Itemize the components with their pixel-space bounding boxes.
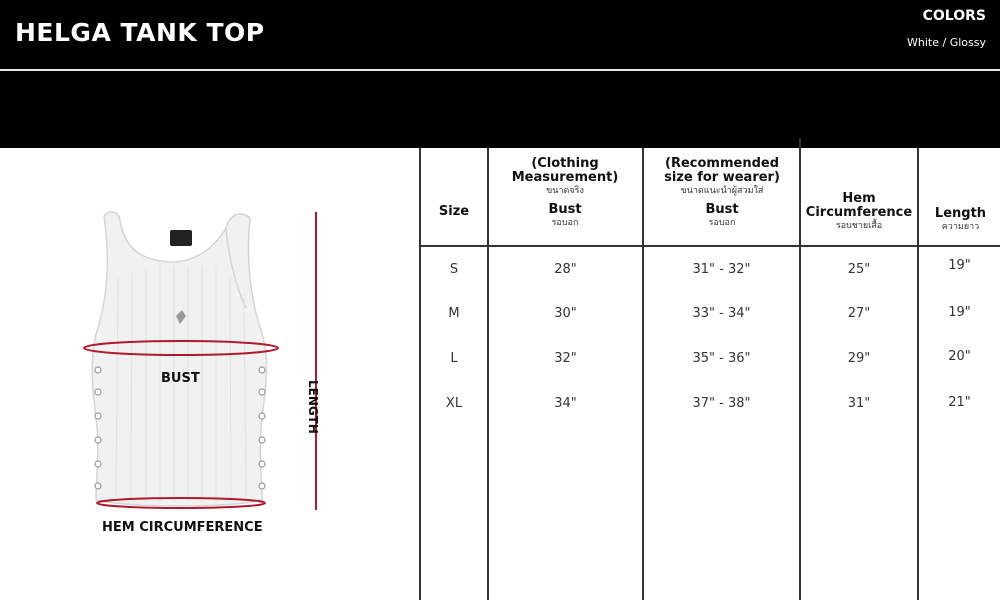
cell-recommended-bust: 31" - 32" <box>692 262 751 277</box>
garment-illustration <box>0 148 420 600</box>
table-divider-2 <box>642 148 644 600</box>
cell-length: 21" <box>948 395 971 410</box>
cell-bust: 30" <box>554 306 577 321</box>
cell-hem: 25" <box>847 262 871 277</box>
header-recommended-bust-th: รอบอก <box>708 218 736 228</box>
table-divider-1 <box>487 148 489 600</box>
length-label: LENGTH <box>306 380 320 434</box>
tank-top-shape <box>92 212 266 506</box>
cell-hem: 31" <box>847 396 871 411</box>
neck-tag <box>170 230 192 246</box>
table-divider-4 <box>917 148 919 600</box>
product-title: HELGA TANK TOP <box>15 18 265 47</box>
cell-bust: 32" <box>554 351 577 366</box>
header-hem-th: รอบชายเสื้อ <box>835 221 883 231</box>
header-recommended-bust <box>654 157 790 230</box>
header-clothing-measurement: (Clothing Measurement) <box>511 156 619 185</box>
header-recommended-size: (Recommended size for wearer) <box>664 156 780 185</box>
table-header-divider <box>420 245 1000 247</box>
cell-hem: 29" <box>847 351 871 366</box>
header-clothing-bust <box>499 157 631 230</box>
header-size-label: Size <box>438 204 470 219</box>
header-recommended-size-th: ขนาดแนะนำผู้สวมใส่ <box>680 186 764 196</box>
cell-length: 20" <box>948 349 971 364</box>
cell-size: M <box>448 306 460 321</box>
cell-size: L <box>450 351 458 366</box>
cell-recommended-bust: 35" - 36" <box>692 351 751 366</box>
cell-length: 19" <box>948 305 971 320</box>
header-hem <box>803 192 915 233</box>
cell-recommended-bust: 37" - 38" <box>692 396 751 411</box>
header-size <box>421 200 487 219</box>
cell-hem: 27" <box>847 306 871 321</box>
cell-recommended-bust: 33" - 34" <box>692 306 751 321</box>
header-bust-label: Bust <box>548 202 582 217</box>
colors-value: White / Glossy <box>907 36 986 49</box>
header-bust-th: รอบอก <box>551 218 579 228</box>
cell-length: 19" <box>948 258 971 273</box>
cell-bust: 28" <box>554 262 577 277</box>
hem-label: HEM CIRCUMFERENCE <box>102 520 263 535</box>
cell-size: S <box>449 262 459 277</box>
cell-bust: 34" <box>554 396 577 411</box>
header-length-th: ความยาว <box>941 222 980 232</box>
cell-size: XL <box>445 396 463 411</box>
header-length <box>921 207 1000 234</box>
header-length-label: Length <box>934 206 987 221</box>
header-hem-label: Hem Circumference <box>805 191 913 220</box>
table-divider-3 <box>799 138 801 600</box>
header-divider <box>0 69 1000 71</box>
header-clothing-measurement-th: ขนาดจริง <box>546 186 584 196</box>
bust-label: BUST <box>161 371 200 386</box>
colors-label: COLORS <box>922 8 986 24</box>
header-recommended-bust-label: Bust <box>705 202 739 217</box>
